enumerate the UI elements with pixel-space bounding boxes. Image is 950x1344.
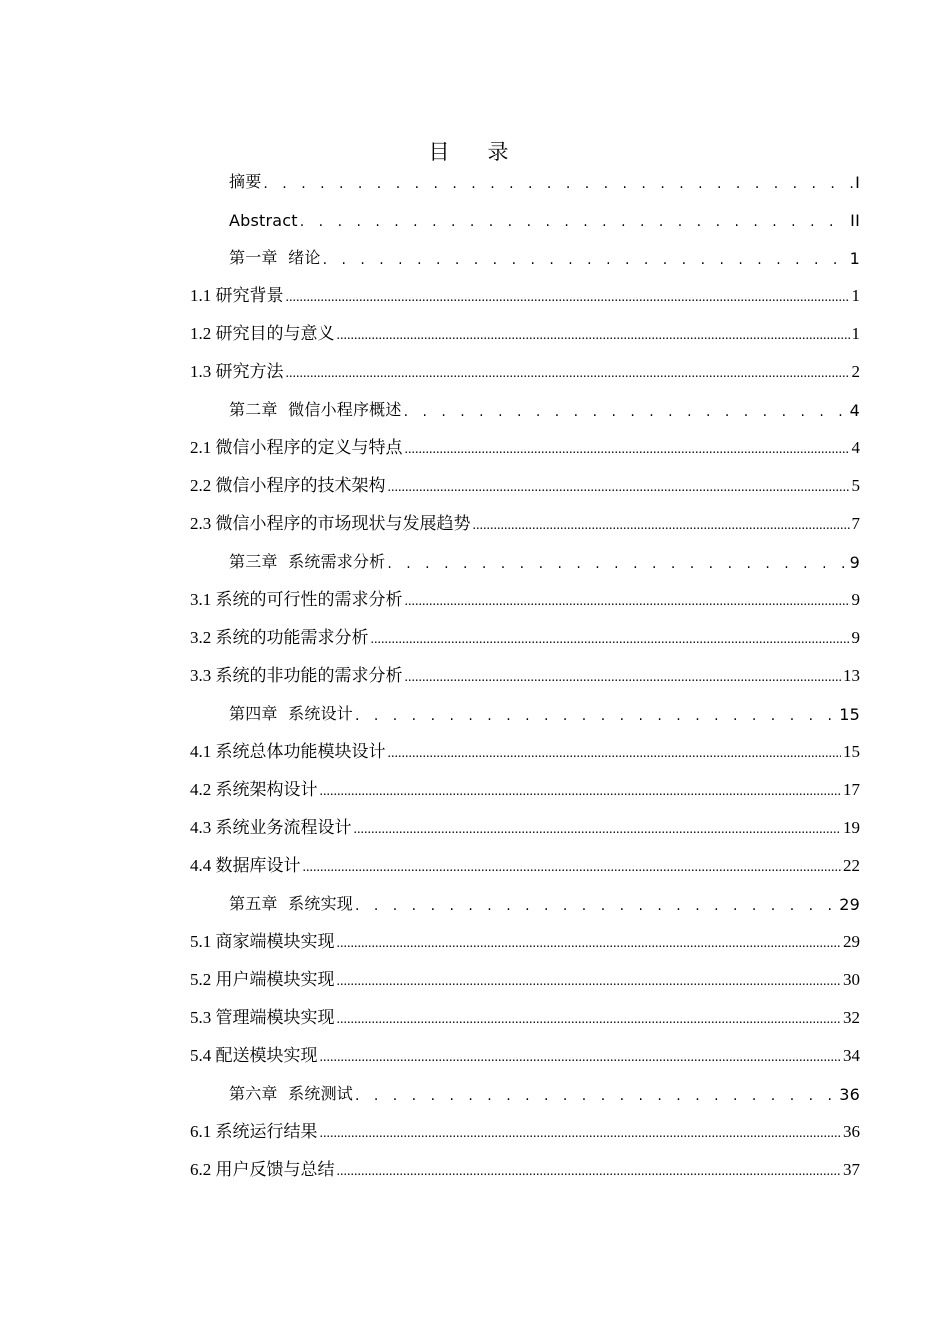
toc-entry-label: 5.1 商家端模块实现	[190, 932, 335, 951]
toc-entry-page: II	[850, 211, 860, 230]
toc-entry[interactable]	[229, 242, 860, 268]
toc-entry-label: 5.2 用户端模块实现	[190, 970, 335, 989]
dot-leader	[388, 480, 850, 496]
toc-entry-page: 5	[851, 476, 860, 495]
toc-entry[interactable]	[190, 584, 860, 610]
toc-entry[interactable]	[190, 1002, 860, 1028]
toc-entry-page: 22	[843, 856, 860, 875]
dot-leader	[355, 1088, 837, 1104]
dot-leader	[337, 1012, 842, 1028]
dot-leader	[387, 556, 847, 572]
toc-entry-page: I	[855, 173, 860, 192]
toc-entry-label: 第一章 绪论	[229, 248, 321, 267]
toc-entry[interactable]	[190, 774, 860, 800]
toc-entry[interactable]	[190, 318, 860, 344]
toc-entry-page: 34	[843, 1046, 860, 1065]
toc-entry[interactable]	[190, 280, 860, 306]
toc-entry[interactable]	[229, 394, 860, 420]
page-title: 目录	[428, 140, 547, 164]
toc-entry-page: 13	[843, 666, 860, 685]
toc-entry-page: 7	[851, 514, 860, 533]
dot-leader	[286, 366, 850, 382]
toc-entry-label: 1.1 研究背景	[190, 286, 284, 305]
toc-entry-label: 6.1 系统运行结果	[190, 1122, 318, 1141]
dot-leader	[354, 822, 842, 838]
toc-entry[interactable]	[229, 204, 860, 230]
toc-entry-page: 15	[839, 705, 860, 724]
toc-entry[interactable]	[229, 1078, 860, 1104]
toc-entry-label: 摘要	[229, 172, 262, 191]
toc-entry-label: 5.4 配送模块实现	[190, 1046, 318, 1065]
dot-leader	[337, 328, 850, 344]
toc-entry-label: 5.3 管理端模块实现	[190, 1008, 335, 1027]
toc-entry-page: 36	[843, 1122, 860, 1141]
dot-leader	[404, 404, 848, 420]
toc-entry-page: 36	[839, 1085, 860, 1104]
toc-entry-page: 19	[843, 818, 860, 837]
toc-entry-label: Abstract	[229, 211, 298, 230]
toc-entry-page: 9	[851, 628, 860, 647]
toc-entry[interactable]	[190, 850, 860, 876]
toc-entry-label: 2.3 微信小程序的市场现状与发展趋势	[190, 514, 471, 533]
toc-entry-page: 15	[843, 742, 860, 761]
toc-entry-label: 3.1 系统的可行性的需求分析	[190, 590, 403, 609]
dot-leader	[320, 784, 842, 800]
toc-entry-label: 第六章 系统测试	[229, 1084, 353, 1103]
toc-entry-page: 32	[843, 1008, 860, 1027]
toc-entry[interactable]	[229, 698, 860, 724]
toc-entry[interactable]	[229, 546, 860, 572]
toc-entry-label: 4.3 系统业务流程设计	[190, 818, 352, 837]
dot-leader	[473, 518, 850, 534]
dot-leader	[405, 594, 850, 610]
toc-entry-label: 3.3 系统的非功能的需求分析	[190, 666, 403, 685]
toc-entry-label: 3.2 系统的功能需求分析	[190, 628, 369, 647]
toc-entry[interactable]	[190, 356, 860, 382]
toc-entry-page: 2	[851, 362, 860, 381]
toc-entry-label: 1.3 研究方法	[190, 362, 284, 381]
toc-entry-label: 4.4 数据库设计	[190, 856, 301, 875]
toc-entry[interactable]	[190, 926, 860, 952]
dot-leader	[320, 1126, 842, 1142]
dot-leader	[337, 1164, 842, 1180]
toc-entry-label: 第三章 系统需求分析	[229, 552, 386, 571]
toc-entry[interactable]	[190, 432, 860, 458]
dot-leader	[320, 1050, 842, 1066]
toc-entry-page: 9	[849, 553, 860, 572]
toc-entry[interactable]	[190, 622, 860, 648]
dot-leader	[286, 290, 850, 306]
toc-entry[interactable]	[229, 166, 860, 192]
toc-entry[interactable]	[190, 736, 860, 762]
toc-entry-label: 1.2 研究目的与意义	[190, 324, 335, 343]
toc-entry-label: 6.2 用户反馈与总结	[190, 1160, 335, 1179]
toc-entry[interactable]	[190, 1040, 860, 1066]
toc-entry-label: 4.2 系统架构设计	[190, 780, 318, 799]
toc-entry[interactable]	[190, 1116, 860, 1142]
toc-entry-label: 2.2 微信小程序的技术架构	[190, 476, 386, 495]
dot-leader	[355, 898, 837, 914]
toc-entry[interactable]	[190, 964, 860, 990]
toc-entry-page: 37	[843, 1160, 860, 1179]
toc-entry-page: 1	[849, 249, 860, 268]
toc-entry-page: 1	[851, 286, 860, 305]
dot-leader	[405, 670, 842, 686]
dot-leader	[337, 936, 842, 952]
toc-entry-page: 1	[851, 324, 860, 343]
toc-entry-page: 30	[843, 970, 860, 989]
toc-entry-label: 2.1 微信小程序的定义与特点	[190, 438, 403, 457]
dot-leader	[300, 214, 848, 230]
dot-leader	[303, 860, 842, 876]
dot-leader	[388, 746, 842, 762]
toc-entry-label: 4.1 系统总体功能模块设计	[190, 742, 386, 761]
toc-entry-page: 17	[843, 780, 860, 799]
toc-entry-page: 29	[843, 932, 860, 951]
toc-entry-label: 第五章 系统实现	[229, 894, 353, 913]
toc-entry-page: 29	[839, 895, 860, 914]
toc-entry[interactable]	[190, 660, 860, 686]
toc-entry[interactable]	[190, 1154, 860, 1180]
dot-leader	[263, 176, 853, 192]
toc-entry[interactable]	[229, 888, 860, 914]
toc-entry-label: 第四章 系统设计	[229, 704, 353, 723]
dot-leader	[371, 632, 850, 648]
toc-entry[interactable]	[190, 508, 860, 534]
toc-entry-page: 9	[851, 590, 860, 609]
dot-leader	[355, 708, 837, 724]
dot-leader	[405, 442, 850, 458]
dot-leader	[337, 974, 842, 990]
toc-entry[interactable]	[190, 812, 860, 838]
toc-entry-page: 4	[851, 438, 860, 457]
toc-entry-page: 4	[849, 401, 860, 420]
toc-entry[interactable]	[190, 470, 860, 496]
dot-leader	[323, 252, 848, 268]
toc-entry-label: 第二章 微信小程序概述	[229, 400, 402, 419]
